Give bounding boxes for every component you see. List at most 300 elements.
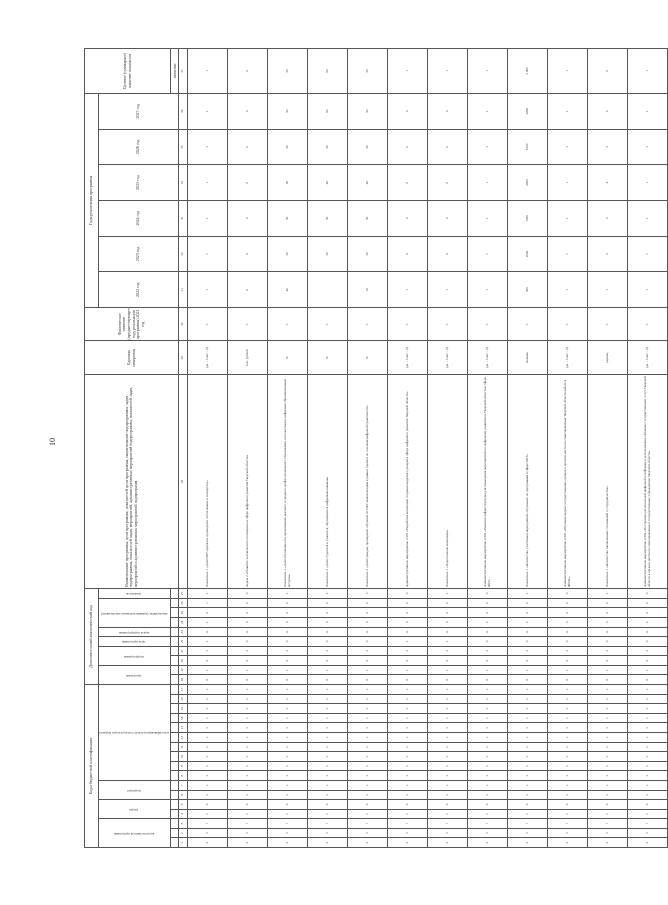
row-year-value: 5: [588, 129, 628, 165]
code-cell: x: [228, 684, 268, 694]
code-cell: 0: [228, 656, 268, 666]
code-cell: 1: [188, 589, 228, 599]
code-cell: 0: [388, 598, 428, 608]
code-cell: x: [588, 771, 628, 781]
row-year-value: 1: [188, 165, 228, 201]
row-unit: %: [268, 341, 308, 374]
row-unit: %: [348, 341, 388, 374]
code-cell: x: [308, 780, 348, 790]
header-code-slot: [171, 742, 179, 752]
row-year-value: 20: [268, 236, 308, 272]
code-cell: 0: [628, 656, 668, 666]
code-cell: 0: [468, 598, 508, 608]
header-sub-additional: [99, 665, 171, 684]
row-fact: x: [388, 308, 428, 341]
code-cell: x: [228, 704, 268, 714]
code-cell: 0: [308, 637, 348, 647]
column-number: 25: [179, 608, 188, 618]
header-code-slot: [171, 752, 179, 762]
header-additional-code: Дополнительный аналитический код: [85, 589, 99, 685]
code-cell: 1: [268, 665, 308, 675]
row-name: Показатель 1 «Количество участников мероприятий, обученных по программам в сфере ИКТ»: [508, 374, 548, 588]
row-unit: (да – 1/нет – 0): [468, 341, 508, 374]
column-number: 30: [179, 308, 188, 341]
code-cell: x: [508, 761, 548, 771]
code-cell: x: [228, 723, 268, 733]
row-year-value: 0: [388, 165, 428, 201]
row-year-value: 0: [428, 93, 468, 129]
table-row: [228, 49, 268, 848]
header-sub-budget-label: подраздел: [126, 788, 141, 793]
row-year-value: 1: [628, 236, 668, 272]
code-cell: 1: [428, 589, 468, 599]
header-code-slot: [171, 656, 179, 666]
code-cell: x: [428, 684, 468, 694]
code-cell: 0: [348, 598, 388, 608]
code-cell: 3: [348, 589, 388, 599]
row-fact: x: [468, 308, 508, 341]
code-cell: x: [428, 733, 468, 743]
row-year-value: 1500: [508, 200, 548, 236]
code-cell: x: [388, 771, 428, 781]
code-cell: 3: [588, 828, 628, 838]
code-cell: 1: [188, 646, 228, 656]
code-cell: x: [548, 771, 588, 781]
code-cell: 3: [428, 838, 468, 848]
header-code-slot: [171, 589, 179, 599]
code-cell: x: [508, 713, 548, 723]
row-unit: (да – 1/нет – 0): [188, 341, 228, 374]
row-year-value: 1: [188, 236, 228, 272]
column-number: 33: [179, 200, 188, 236]
code-cell: 0: [308, 598, 348, 608]
code-cell: x: [468, 752, 508, 762]
table-row: [508, 49, 548, 848]
program-table: [84, 48, 668, 848]
code-cell: 1: [228, 665, 268, 675]
column-number: 23: [179, 627, 188, 637]
code-cell: 0: [468, 637, 508, 647]
header-code-slot: [171, 838, 179, 848]
row-name: Административное мероприятие 2.004 «Построение региональной цифровой платформы и использование облачных государственных услуг Тверской области в органах местного самоуправления и государственных учреждениях Тверской области»: [628, 374, 668, 588]
row-fact: x: [508, 308, 548, 341]
code-cell: 0: [428, 675, 468, 685]
row-unit: (да – 1/нет – 0): [548, 341, 588, 374]
code-cell: 0: [548, 656, 588, 666]
code-cell: x: [348, 694, 388, 704]
header-code-slot: [171, 723, 179, 733]
row-fact: x: [308, 308, 348, 341]
code-cell: x: [388, 742, 428, 752]
row-year-value: 1: [188, 272, 228, 308]
code-cell: 0: [508, 675, 548, 685]
table-row: [348, 49, 388, 848]
column-number: 28: [179, 374, 188, 588]
code-cell: 0: [548, 627, 588, 637]
code-cell: 7: [388, 819, 428, 829]
column-number: 1: [179, 838, 188, 848]
code-cell: 0: [388, 675, 428, 685]
column-number: 4: [179, 809, 188, 819]
code-cell: 2: [268, 646, 308, 656]
code-cell: x: [228, 780, 268, 790]
code-cell: x: [188, 733, 228, 743]
code-cell: 1: [268, 589, 308, 599]
code-cell: 7: [348, 819, 388, 829]
code-cell: 3: [508, 838, 548, 848]
code-cell: 7: [508, 819, 548, 829]
row-year-value: 1000: [508, 236, 548, 272]
code-cell: x: [428, 723, 468, 733]
code-cell: x: [188, 790, 228, 800]
header-sub-additional-label: подпрограмма: [123, 654, 144, 659]
column-number: 16: [179, 694, 188, 704]
code-cell: x: [508, 723, 548, 733]
table-row: [188, 49, 228, 848]
row-fact: x: [268, 308, 308, 341]
code-cell: 3: [588, 838, 628, 848]
code-cell: 0: [268, 656, 308, 666]
code-cell: 0: [268, 598, 308, 608]
row-name: Административное мероприятие 2.002 «Развитие инфраструктуры для проведения мероприятий по цифровому развитию в Тверской области в сфере ИКТ»: [468, 374, 508, 588]
code-cell: 7: [628, 819, 668, 829]
code-cell: x: [468, 742, 508, 752]
code-cell: x: [468, 723, 508, 733]
code-cell: 0: [228, 617, 268, 627]
code-cell: x: [348, 752, 388, 762]
code-cell: 1: [268, 809, 308, 819]
code-cell: x: [548, 723, 588, 733]
code-cell: x: [308, 704, 348, 714]
code-cell: 0: [628, 675, 668, 685]
code-cell: x: [628, 713, 668, 723]
code-cell: x: [628, 780, 668, 790]
code-cell: 3: [548, 838, 588, 848]
row-year-value: 30: [348, 200, 388, 236]
code-cell: 1: [348, 809, 388, 819]
code-cell: 7: [548, 819, 588, 829]
code-cell: 0: [468, 656, 508, 666]
row-year-value: 50: [268, 165, 308, 201]
code-cell: 3: [268, 838, 308, 848]
code-cell: 0: [268, 800, 308, 810]
header-code-slot: [171, 733, 179, 743]
column-number: 10: [179, 752, 188, 762]
table-row: [588, 49, 628, 848]
code-cell: 2: [428, 646, 468, 656]
code-cell: 0: [588, 656, 628, 666]
row-year-value: 1: [468, 272, 508, 308]
code-cell: x: [548, 733, 588, 743]
row-year-value: 0: [428, 236, 468, 272]
code-cell: x: [388, 761, 428, 771]
code-cell: 1: [188, 809, 228, 819]
row-year-value: 1: [628, 272, 668, 308]
code-cell: x: [508, 752, 548, 762]
code-cell: 1: [428, 665, 468, 675]
header-sub-additional-label: цель программы: [122, 640, 146, 645]
code-cell: 0: [588, 637, 628, 647]
code-cell: x: [188, 723, 228, 733]
column-number: 31: [179, 272, 188, 308]
code-cell: 1: [588, 809, 628, 819]
code-cell: x: [388, 694, 428, 704]
header-sub-budget-label: классификация целевой статьи расходов бюджета: [99, 731, 169, 736]
code-cell: 0: [628, 637, 668, 647]
code-cell: 0: [428, 627, 468, 637]
row-unit: (да – 1/нет – 0): [428, 341, 468, 374]
code-cell: 3: [268, 828, 308, 838]
code-cell: x: [228, 761, 268, 771]
code-cell: x: [268, 790, 308, 800]
code-cell: 0: [508, 656, 548, 666]
code-cell: 1: [348, 665, 388, 675]
code-cell: 7: [228, 819, 268, 829]
code-cell: x: [628, 761, 668, 771]
row-year-value: 1: [548, 129, 588, 165]
row-year-value: 50: [348, 93, 388, 129]
row-unit: %: [308, 341, 348, 374]
column-number: 24: [179, 617, 188, 627]
code-cell: 1: [188, 598, 228, 608]
row-target: 60: [308, 49, 348, 94]
header-sub-additional-label: задача подпрограммы: [118, 630, 150, 635]
column-number: 15: [179, 704, 188, 714]
row-year-value: 0: [388, 93, 428, 129]
code-cell: x: [548, 761, 588, 771]
row-name: Показатель 3 «Доля граждан, прошедших обучение по ИКТ-компетенциям в рамках проекта по основам цифровой грамотности»: [348, 374, 388, 588]
column-number: 36: [179, 93, 188, 129]
code-cell: 0: [428, 598, 468, 608]
row-year-value: 0: [388, 129, 428, 165]
code-cell: 0: [628, 627, 668, 637]
code-cell: x: [308, 684, 348, 694]
code-cell: 1: [468, 809, 508, 819]
code-cell: x: [268, 780, 308, 790]
row-year-value: 40: [308, 165, 348, 201]
header-code-slot: [171, 694, 179, 704]
code-cell: x: [508, 771, 548, 781]
code-cell: 0: [468, 800, 508, 810]
code-cell: 3: [388, 838, 428, 848]
row-target: 50: [348, 49, 388, 94]
header-code-slot: [171, 713, 179, 723]
row-year-value: 1: [588, 272, 628, 308]
code-cell: 3: [308, 838, 348, 848]
header-code-slot: [171, 598, 179, 608]
code-cell: 0: [548, 675, 588, 685]
row-year-value: 1: [548, 272, 588, 308]
code-cell: x: [508, 742, 548, 752]
row-unit: человек: [508, 341, 548, 374]
code-cell: 3: [188, 838, 228, 848]
row-target: 1: [548, 49, 588, 94]
code-cell: 0: [508, 598, 548, 608]
column-number: 2: [179, 828, 188, 838]
code-cell: x: [268, 752, 308, 762]
code-cell: 0: [268, 617, 308, 627]
code-cell: 3: [388, 828, 428, 838]
code-cell: 0: [348, 627, 388, 637]
code-cell: x: [348, 733, 388, 743]
code-cell: 4: [628, 617, 668, 627]
code-cell: x: [308, 713, 348, 723]
column-number: 37: [179, 49, 188, 94]
header-code-slot: [171, 819, 179, 829]
code-cell: x: [188, 713, 228, 723]
column-number: 26: [179, 598, 188, 608]
row-year-value: 3: [588, 200, 628, 236]
row-year-value: 1: [548, 236, 588, 272]
code-cell: x: [588, 684, 628, 694]
code-cell: x: [228, 694, 268, 704]
code-cell: 0: [588, 800, 628, 810]
code-cell: x: [308, 790, 348, 800]
code-cell: x: [188, 780, 228, 790]
row-year-value: 50: [268, 129, 308, 165]
code-cell: x: [348, 761, 388, 771]
column-number: 6: [179, 790, 188, 800]
header-code-slot: [171, 704, 179, 714]
code-cell: x: [628, 742, 668, 752]
header-sub-additional: [99, 646, 171, 665]
code-cell: 3: [548, 828, 588, 838]
column-number: 21: [179, 646, 188, 656]
code-cell: x: [308, 752, 348, 762]
header-budget-codes: Коды бюджетной классификации: [85, 684, 99, 847]
row-name: Показатель 1 «Подготовлена концепция»: [428, 374, 468, 588]
code-cell: x: [548, 694, 588, 704]
code-cell: 0: [308, 675, 348, 685]
code-cell: 0: [628, 608, 668, 618]
header-year: 2023 год: [99, 236, 179, 272]
header-year: 2025 год: [99, 165, 179, 201]
code-cell: 0: [308, 608, 348, 618]
code-cell: x: [628, 704, 668, 714]
code-cell: x: [468, 790, 508, 800]
code-cell: 1: [308, 665, 348, 675]
code-cell: x: [628, 752, 668, 762]
code-cell: x: [628, 733, 668, 743]
row-year-value: 40: [268, 272, 308, 308]
code-cell: 1: [388, 665, 428, 675]
code-cell: 1: [628, 809, 668, 819]
code-cell: 3: [628, 838, 668, 848]
row-year-value: 500: [508, 272, 548, 308]
code-cell: 0: [508, 637, 548, 647]
code-cell: 0: [388, 627, 428, 637]
header-code-slot: [171, 627, 179, 637]
header-code-slot: [171, 761, 179, 771]
code-cell: 0: [508, 800, 548, 810]
row-year-value: 0: [388, 236, 428, 272]
code-cell: 0: [468, 675, 508, 685]
code-cell: x: [188, 684, 228, 694]
row-year-value: 0: [228, 272, 268, 308]
code-cell: 0: [228, 675, 268, 685]
code-cell: x: [388, 713, 428, 723]
header-row-groups: [85, 49, 99, 848]
header-target: Целевое (суммарное) значение показателя: [85, 49, 171, 94]
header-code-slot: [171, 675, 179, 685]
code-cell: x: [228, 742, 268, 752]
row-year-value: 1: [548, 165, 588, 201]
header-fact: Фактическое значение (предшествующее году реализации программы) 2021 год: [85, 308, 179, 341]
code-cell: x: [388, 704, 428, 714]
header-sub-additional: [99, 637, 171, 647]
code-cell: 0: [468, 608, 508, 618]
row-year-value: 1: [388, 272, 428, 308]
code-cell: 2: [628, 646, 668, 656]
header-code-slot: [171, 665, 179, 675]
header-code-slot: [171, 828, 179, 838]
code-cell: 0: [228, 637, 268, 647]
code-cell: 2: [508, 617, 548, 627]
code-cell: x: [508, 780, 548, 790]
code-cell: 1: [228, 809, 268, 819]
code-cell: 0: [468, 589, 508, 599]
row-year-value: 1: [188, 129, 228, 165]
code-cell: 1: [508, 809, 548, 819]
row-year-value: 20: [308, 236, 348, 272]
column-number: 11: [179, 742, 188, 752]
code-cell: x: [268, 723, 308, 733]
code-cell: x: [268, 742, 308, 752]
code-cell: x: [508, 733, 548, 743]
table-row: [548, 49, 588, 848]
code-cell: 0: [388, 656, 428, 666]
code-cell: x: [348, 723, 388, 733]
column-number: 20: [179, 656, 188, 666]
code-cell: 0: [588, 675, 628, 685]
row-year-value: 6: [588, 93, 628, 129]
row-fact: x: [628, 308, 668, 341]
row-year-value: 1: [188, 200, 228, 236]
header-sub-additional: [99, 589, 171, 599]
code-cell: x: [588, 723, 628, 733]
code-cell: x: [588, 713, 628, 723]
header-code-slot: [171, 790, 179, 800]
row-target: 1: [388, 49, 428, 94]
row-year-value: 0: [228, 165, 268, 201]
code-cell: x: [548, 752, 588, 762]
header-sub-budget: [99, 800, 171, 819]
column-number: 14: [179, 713, 188, 723]
header-name: Наименование программы, цели программы, показателей цели программы, наименование подпрограммы, задач подпрограммы, показателей задач, мероприятий, административных мероприятий подпрограммы, показателей задач, мероприятий и административных мероприятий подпрограмм: [85, 374, 179, 588]
header-code-slot: [171, 637, 179, 647]
code-cell: x: [388, 733, 428, 743]
row-year-value: 1: [188, 93, 228, 129]
row-year-value: 1: [628, 93, 668, 129]
code-cell: x: [268, 684, 308, 694]
table-row: [428, 49, 468, 848]
code-cell: 7: [268, 819, 308, 829]
row-target: 1: [468, 49, 508, 94]
row-year-value: 1: [468, 200, 508, 236]
code-cell: 0: [268, 637, 308, 647]
row-name: Показатель 1 «Доля обучающихся в организациях высшего и среднего профессионального образования, использующих цифровые образовательные ресурсы»: [268, 374, 308, 588]
row-year-value: [308, 272, 348, 308]
row-name: Административное мероприятие 2.001 «Разработка концепции создания кадрового резерва в сфере цифрового развития Тверской области»: [388, 374, 428, 588]
row-name: Показатель 1 «Доля ИКТ-проектов, прошедших согласование и экспертизу»: [188, 374, 228, 588]
row-target: 0: [228, 49, 268, 94]
code-cell: x: [588, 752, 628, 762]
code-cell: 1: [508, 589, 548, 599]
code-cell: x: [388, 780, 428, 790]
code-cell: x: [468, 684, 508, 694]
row-unit: (да – 1/нет – 0): [628, 341, 668, 374]
code-cell: x: [228, 713, 268, 723]
